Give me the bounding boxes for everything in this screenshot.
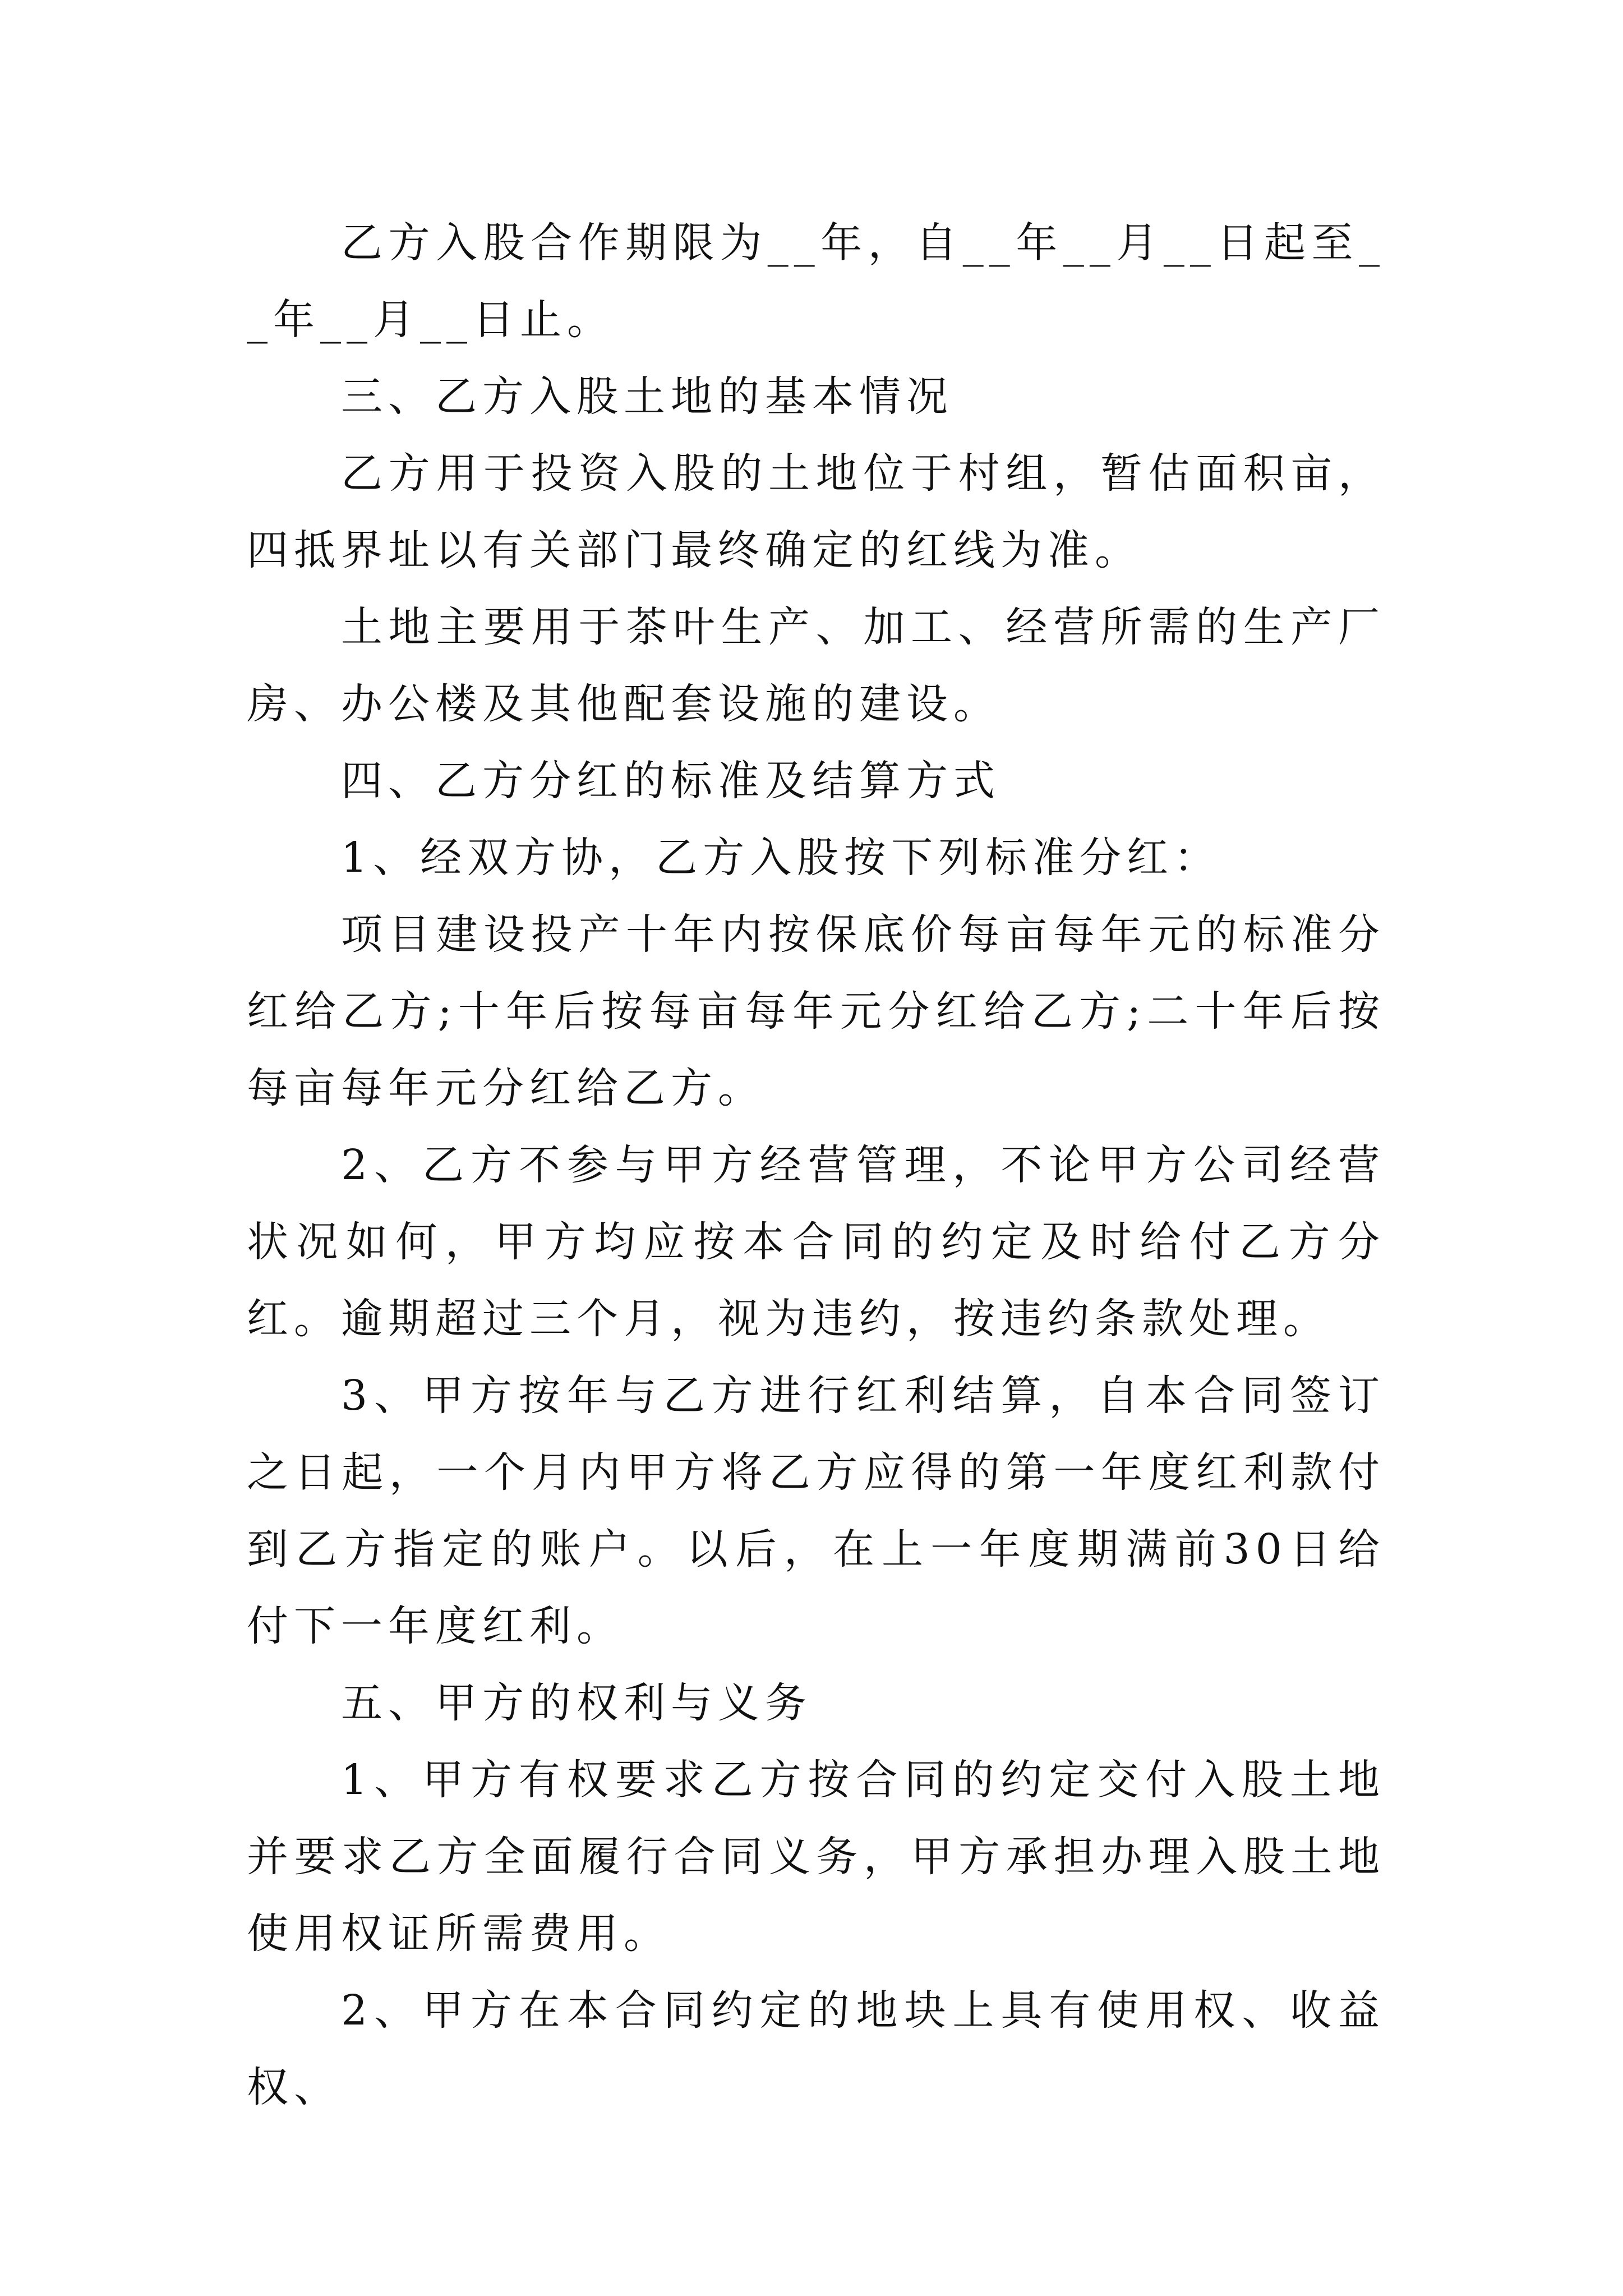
paragraph-dividend-standard: 项目建设投产十年内按保底价每亩每年元的标准分红给乙方;十年后按每亩每年元分红给乙方;二十年后按每亩每年元分红给乙方。 — [247, 910, 1385, 1112]
heading-section-5: 五、甲方的权利与义务 — [341, 1679, 812, 1727]
document-body — [247, 205, 1385, 2126]
paragraph-dividend-2: 2、乙方不参与甲方经营管理，不论甲方公司经营状况如何，甲方均应按本合同的约定及时给付乙方分红。逾期超过三个月，视为违约，按违约条款处理。 — [247, 1141, 1385, 1343]
paragraph-term: 乙方入股合作期限为__年，自__年__月__日起至__年__月__日止。 — [247, 219, 1385, 344]
heading-section-4: 四、乙方分红的标准及结算方式 — [341, 757, 1000, 805]
paragraph-land-location: 乙方用于投资入股的土地位于村组，暂估面积亩，四抵界址以有关部门最终确定的红线为准。 — [247, 449, 1385, 574]
paragraph-party-a-1: 1、甲方有权要求乙方按合同的约定交付入股土地并要求乙方全面履行合同义务，甲方承担办理入股土地使用权证所需费用。 — [247, 1756, 1385, 1958]
paragraph-dividend-3: 3、甲方按年与乙方进行红利结算，自本合同签订之日起，一个月内甲方将乙方应得的第一年度红利款付到乙方指定的账户。以后，在上一年度期满前30日给付下一年度红利。 — [247, 1372, 1385, 1650]
paragraph-land-use: 土地主要用于茶叶生产、加工、经营所需的生产厂房、办公楼及其他配套设施的建设。 — [247, 603, 1385, 728]
paragraph-dividend-1: 1、经双方协，乙方入股按下列标准分红： — [341, 834, 1221, 882]
heading-section-3: 三、乙方入股土地的基本情况 — [341, 372, 953, 421]
paragraph-party-a-2: 2、甲方在本合同约定的地块上具有使用权、收益权、 — [247, 1986, 1385, 2111]
